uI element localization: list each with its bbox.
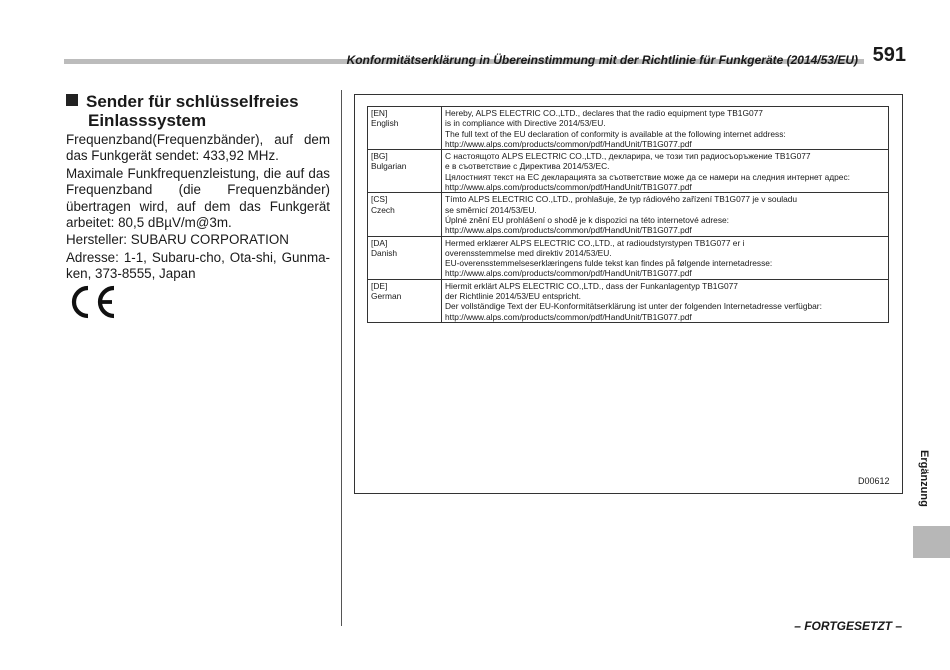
- side-tab-marker: [913, 526, 950, 558]
- declaration-line: The full text of the EU declaration of conformity is available at the following internet address:: [445, 128, 786, 139]
- declaration-table: [367, 106, 889, 323]
- declaration-line: se směrnicí 2014/53/EU.: [445, 204, 537, 215]
- declaration-text: [442, 236, 889, 279]
- table-row: [368, 279, 889, 322]
- declaration-line: der Richtlinie 2014/53/EU entspricht.: [445, 291, 581, 302]
- declaration-line: Hermed erklærer ALPS ELECTRIC CO.,LTD., at radioudstyrstypen TB1G077 er i: [445, 237, 745, 248]
- continued-footer: – FORTGESETZT –: [794, 619, 902, 633]
- manufacturer-paragraph: Hersteller: SUBARU CORPORATION: [66, 232, 289, 248]
- declaration-text: [442, 193, 889, 236]
- language-name: English: [371, 118, 399, 129]
- declaration-url: http://www.alps.com/products/common/pdf/HandUnit/TB1G077.pdf: [445, 182, 692, 193]
- page-header-title: Konformitätserklärung in Übereinstimmung mit der Richtlinie für Funkgeräte (2014/53/EU): [346, 53, 858, 67]
- language-code: [CS]: [371, 194, 388, 205]
- language-code: [EN]: [371, 108, 388, 118]
- declaration-text: [442, 150, 889, 193]
- square-bullet-icon: [66, 94, 78, 106]
- side-tab-text: Ergänzung: [918, 450, 930, 507]
- declaration-line: Hereby, ALPS ELECTRIC CO.,LTD., declares that the radio equipment type TB1G077: [445, 108, 763, 118]
- language-code: [DE]: [371, 280, 388, 291]
- figure-code: D00612: [858, 476, 890, 486]
- declaration-line: Úplné znění EU prohlášení o shodě je k dispozici na této internetové adrese:: [445, 214, 729, 225]
- language-cell: [368, 279, 442, 322]
- table-row: [368, 193, 889, 236]
- declaration-url: http://www.alps.com/products/common/pdf/HandUnit/TB1G077.pdf: [445, 311, 692, 322]
- table-row: [368, 107, 889, 150]
- page-number: 591: [872, 44, 906, 66]
- language-cell: [368, 193, 442, 236]
- heading-line-2: Einlasssystem: [88, 111, 207, 130]
- declaration-line: е в съответствие с Директива 2014/53/ЕС.: [445, 161, 610, 172]
- column-divider: [341, 90, 342, 626]
- declaration-line: Цялостният текст на ЕС декларацията за съответствие може да се намери на следния интернет адрес:: [445, 171, 850, 182]
- language-cell: [368, 150, 442, 193]
- language-cell: [368, 107, 442, 150]
- ce-mark-icon: [68, 285, 118, 319]
- declaration-url: http://www.alps.com/products/common/pdf/HandUnit/TB1G077.pdf: [445, 268, 692, 279]
- declaration-line: Hiermit erklärt ALPS ELECTRIC CO.,LTD., dass der Funkanlagentyp TB1G077: [445, 280, 738, 291]
- declaration-line: Tímto ALPS ELECTRIC CO.,LTD., prohlašuje, že typ rádiového zařízení TB1G077 je v souladu: [445, 194, 798, 205]
- language-name: Czech: [371, 204, 395, 215]
- side-tab-label: [918, 450, 932, 520]
- language-code: [BG]: [371, 151, 388, 162]
- language-name: Danish: [371, 247, 398, 258]
- section-body: [66, 132, 330, 284]
- table-row: [368, 150, 889, 193]
- max-power-paragraph: Maximale Funkfrequenzleistung, die auf das Frequenzband (die Frequenzbänder) übertragen wird, auf dem das Funkgerät arbeitet: 80,5 dBµV/m@3m.: [66, 165, 330, 231]
- declaration-url: http://www.alps.com/products/common/pdf/HandUnit/TB1G077.pdf: [445, 138, 692, 149]
- table-row: [368, 236, 889, 279]
- declaration-text: [442, 107, 889, 150]
- declaration-line: С настоящото ALPS ELECTRIC CO.,LTD., декларира, че този тип радиосъоръжение TB1G077: [445, 151, 811, 162]
- section-heading: [66, 92, 336, 130]
- language-code: [DA]: [371, 237, 388, 248]
- language-name: Bulgarian: [371, 161, 407, 172]
- declaration-line: overensstemmelse med direktiv 2014/53/EU.: [445, 247, 612, 258]
- declaration-line: Der vollständige Text der EU-Konformitätserklärung ist unter der folgenden Internetadresse verfügbar:: [445, 301, 822, 312]
- declaration-line: is in compliance with Directive 2014/53/EU.: [445, 118, 606, 129]
- language-name: German: [371, 291, 402, 302]
- declaration-url: http://www.alps.com/products/common/pdf/HandUnit/TB1G077.pdf: [445, 225, 692, 236]
- language-cell: [368, 236, 442, 279]
- frequency-band-paragraph: Frequenzband(Frequenzbänder), auf dem das Funkgerät sendet: 433,92 MHz.: [66, 132, 330, 164]
- declaration-line: EU-overensstemmelseserklæringens fulde tekst kan findes på følgende internetadresse:: [445, 258, 773, 269]
- heading-line-1: Sender für schlüsselfreies: [86, 92, 299, 111]
- declaration-text: [442, 279, 889, 322]
- address-paragraph: Adresse: 1-1, Subaru-cho, Ota-shi, Gunma-ken, 373-8555, Japan: [66, 249, 330, 282]
